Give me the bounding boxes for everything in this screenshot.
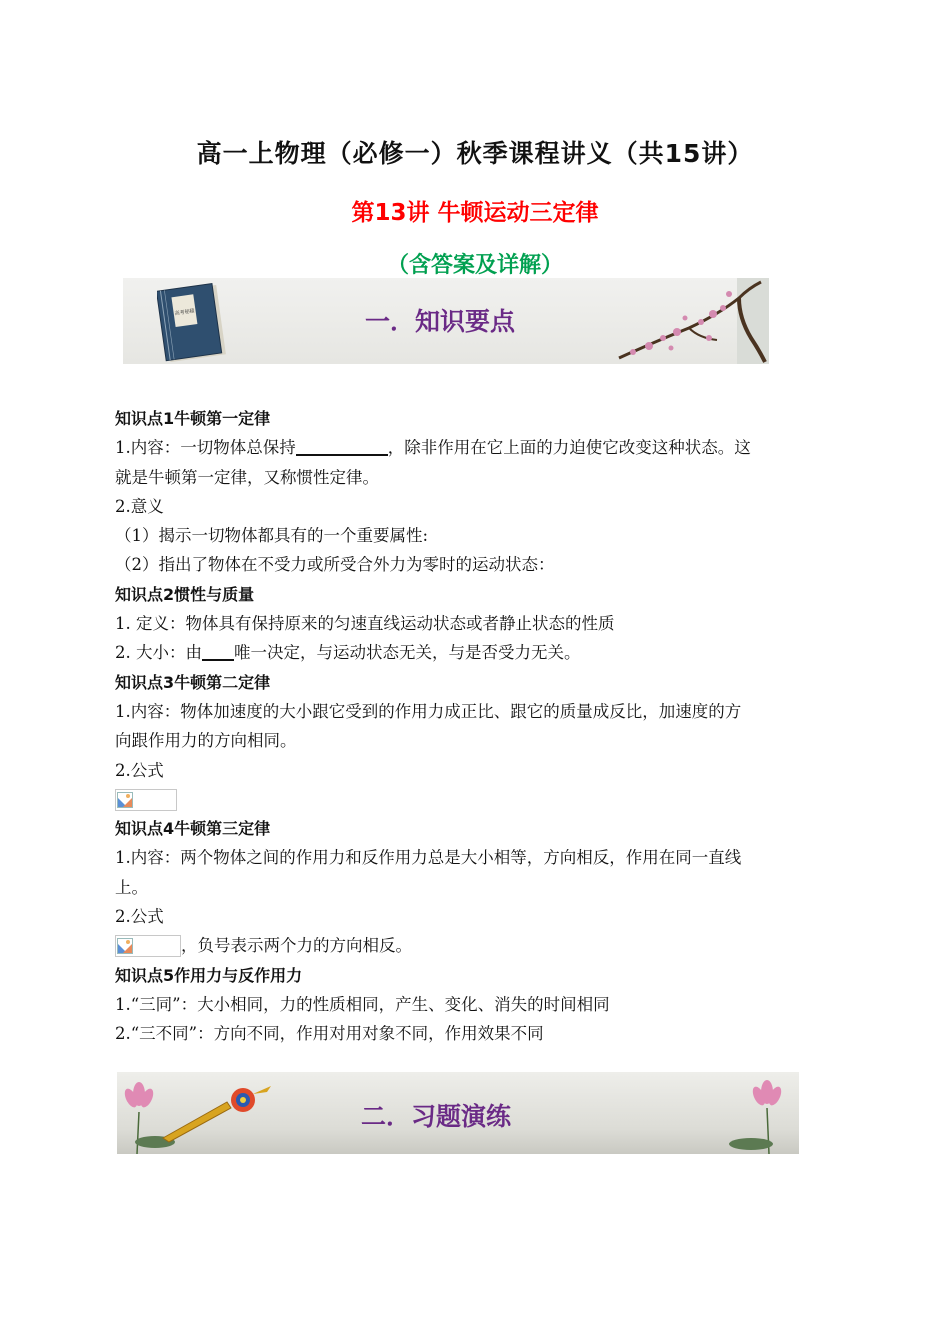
- plum-blossom-icon: [589, 278, 769, 364]
- kp3-formula-row: [115, 785, 840, 814]
- lecture-title: 第13讲 牛顿运动三定律: [351, 200, 599, 226]
- formula-image-placeholder: [115, 789, 177, 811]
- fill-blank: [296, 436, 388, 456]
- kp4-line1: 1.内容：两个物体之间的作用力和反作用力总是大小相等，方向相反，作用在同一直线: [115, 848, 742, 868]
- kp4-formula-suffix: ，负号表示两个力的方向相反。: [181, 936, 412, 956]
- section-banner-knowledge: [123, 278, 769, 364]
- kp5-heading: 知识点5作用力与反作用力: [115, 965, 303, 985]
- fill-blank: [202, 641, 234, 661]
- section-banner-exercises: [117, 1072, 799, 1154]
- kp5-line2: 2.“三不同”：方向不同，作用对用对象不同，作用效果不同: [115, 1024, 544, 1044]
- lotus-icon: [729, 1072, 799, 1154]
- kp1-item1: （1）揭示一切物体都具有的一个重要属性:: [115, 526, 429, 546]
- kp3-heading: 知识点3牛顿第二定律: [115, 672, 271, 692]
- kp3-line1: 1.内容：物体加速度的大小跟它受到的作用力成正比、跟它的质量成反比，加速度的方: [115, 701, 742, 721]
- kp2-line1: 1. 定义：物体具有保持原来的匀速直线运动状态或者静止状态的性质: [115, 614, 615, 634]
- kp4-line3: 2.公式: [115, 907, 164, 927]
- kp1-line1: [115, 433, 840, 462]
- kp4-heading: 知识点4牛顿第三定律: [115, 819, 271, 839]
- broken-image-icon: [117, 792, 133, 808]
- kp2-line2: [115, 638, 840, 667]
- broken-image-icon: [117, 938, 133, 954]
- kp1-line2: 就是牛顿第一定律，又称惯性定律。: [115, 467, 379, 487]
- book-icon: [157, 278, 237, 364]
- document-title: 高一上物理（必修一）秋季课程讲义（共15讲）: [196, 139, 754, 168]
- kp5-line1: 1.“三同”：大小相同，力的性质相同，产生、变化、消失的时间相同: [115, 994, 610, 1014]
- kp2-heading: 知识点2惯性与质量: [115, 584, 255, 604]
- knowledge-content: [115, 404, 840, 1049]
- sword-icon: [157, 1078, 277, 1148]
- kp3-line3: 2.公式: [115, 760, 164, 780]
- kp2-line2-suffix: 唯一决定，与运动状态无关，与是否受力无关。: [234, 643, 581, 663]
- banner-title-exercises: 二．习题演练: [361, 1102, 512, 1131]
- kp1-item2: （2）指出了物体在不受力或所受合外力为零时的运动状态：: [115, 555, 555, 575]
- kp2-line2-prefix: 2. 大小：由: [115, 643, 202, 663]
- banner-title-knowledge: 一．知识要点: [365, 307, 516, 336]
- formula-image-placeholder: [115, 935, 181, 957]
- answer-note: （含答案及详解）: [386, 253, 563, 278]
- kp4-line2: 上。: [115, 877, 148, 897]
- kp1-line1-suffix: ，除非作用在它上面的力迫使它改变这种状态。这: [387, 438, 751, 458]
- kp3-line2: 向跟作用力的方向相同。: [115, 731, 297, 751]
- kp4-formula-row: [115, 931, 840, 960]
- kp1-heading: 知识点1牛顿第一定律: [115, 409, 271, 428]
- book-label: 高考秘籍: [174, 308, 196, 317]
- kp1-line1-prefix: 1.内容：一切物体总保持: [115, 438, 296, 458]
- kp1-sub-heading: 2.意义: [115, 496, 164, 516]
